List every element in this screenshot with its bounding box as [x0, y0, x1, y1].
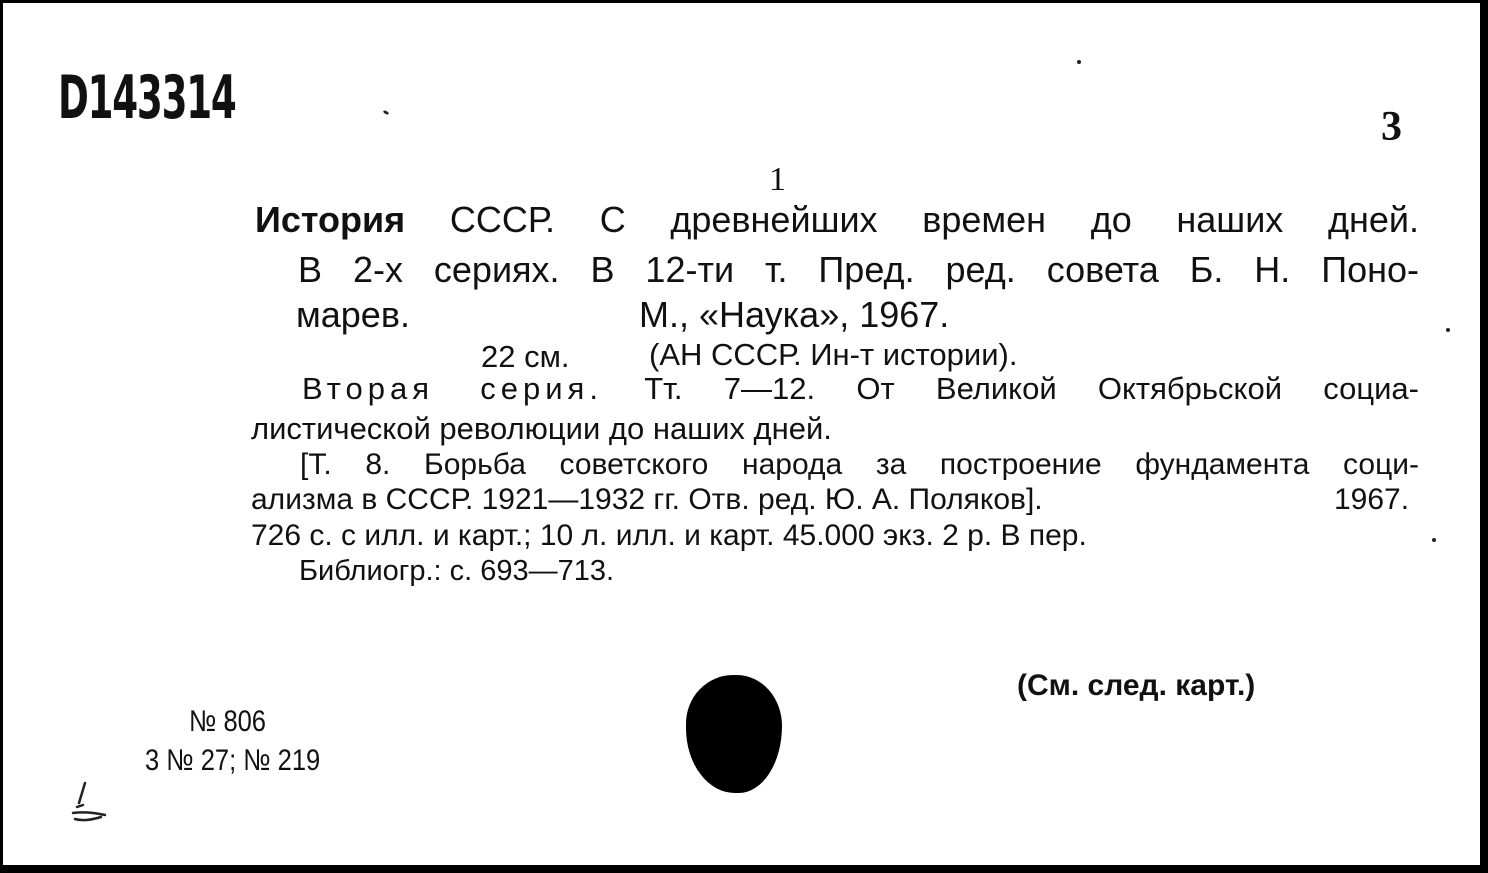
entry-title-rest: СССР. С древнейших времен до наших дней. [449, 199, 1419, 240]
volume-line-1: [Т. 8. Борьба советского народа за построение фундамента соци- [300, 448, 1419, 481]
entry-series-note: (АН СССР. Ин-т истории). [649, 337, 1018, 372]
volume-line-3: 726 с. с илл. и карт.; 10 л. илл. и карт. 45.000 экз. 2 р. В пер. [251, 519, 1087, 552]
series-line-2: листической революции до наших дней. [251, 411, 832, 446]
volume-number: 1 [769, 161, 786, 198]
entry-line-3-left: марев. [296, 294, 410, 335]
series-label: Вторая серия. [302, 371, 603, 406]
handwritten-inventory-number: D143314 [58, 63, 236, 133]
bibliography-line: Библиогр.: с. 693—713. [299, 555, 615, 587]
series-line-1-rest: Тт. 7—12. От Великой Октябрьской социа- [644, 371, 1419, 406]
handwritten-mark-icon [63, 781, 113, 831]
series-line-1 [302, 371, 1419, 407]
entry-line-1 [255, 199, 1419, 241]
entry-title-bold: История [255, 199, 406, 240]
entry-imprint: М., «Наука», 1967. [639, 294, 950, 335]
volume-line-2-right: 1967. [1334, 483, 1410, 516]
ink-speck [1446, 328, 1450, 332]
shelf-mark-line-1: № 806 [189, 705, 266, 738]
card-sequence-number: 3 [1381, 104, 1402, 150]
ink-speck [383, 110, 390, 116]
ink-speck [1432, 538, 1436, 542]
catalog-card [3, 3, 1480, 865]
entry-line-2: В 2-х сериях. В 12-ти т. Пред. ред. совета Б. Н. Поно- [298, 249, 1419, 290]
punch-hole [686, 675, 782, 793]
entry-size: 22 см. [481, 339, 570, 374]
see-next-card-note: (См. след. карт.) [1017, 669, 1256, 702]
volume-line-2-left: ализма в СССР. 1921—1932 гг. Отв. ред. Ю. А. Поляков]. [251, 483, 1043, 516]
ink-speck [1077, 60, 1081, 64]
shelf-mark-line-2: 3 № 27; № 219 [145, 744, 321, 777]
